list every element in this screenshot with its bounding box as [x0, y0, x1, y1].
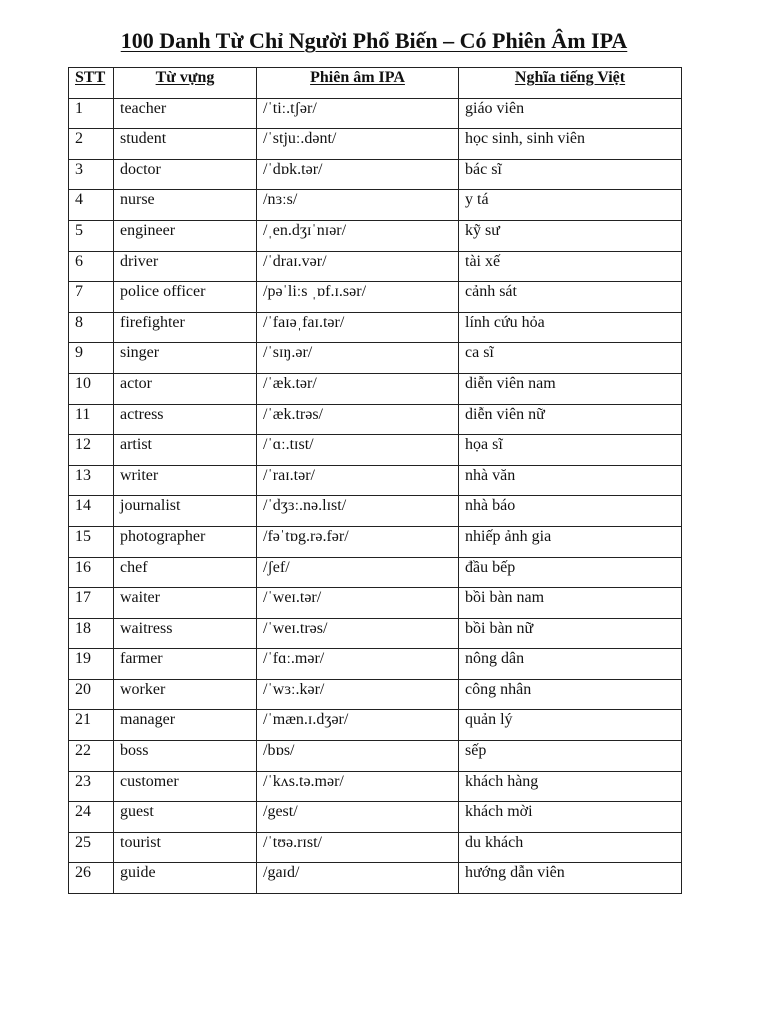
table-row: [69, 159, 682, 190]
table-row: [69, 220, 682, 251]
cell-stt: 18: [69, 618, 114, 649]
cell-word: doctor: [114, 159, 257, 190]
cell-word: teacher: [114, 98, 257, 129]
table-row: [69, 129, 682, 160]
cell-word: actress: [114, 404, 257, 435]
table-row: [69, 832, 682, 863]
cell-ipa: /ˈdʒɜː.nə.lɪst/: [257, 496, 459, 527]
cell-ipa: /gaɪd/: [257, 863, 459, 894]
cell-ipa: /gest/: [257, 802, 459, 833]
cell-ipa: /ˈtiː.tʃər/: [257, 98, 459, 129]
cell-meaning: nhà văn: [459, 465, 682, 496]
table-body: [69, 98, 682, 893]
table-row: [69, 496, 682, 527]
cell-word: guest: [114, 802, 257, 833]
cell-word: artist: [114, 435, 257, 466]
cell-stt: 23: [69, 771, 114, 802]
table-row: [69, 435, 682, 466]
table-row: [69, 771, 682, 802]
cell-meaning: khách hàng: [459, 771, 682, 802]
table-row: [69, 802, 682, 833]
cell-stt: 8: [69, 312, 114, 343]
cell-word: journalist: [114, 496, 257, 527]
cell-meaning: y tá: [459, 190, 682, 221]
cell-word: waiter: [114, 588, 257, 619]
cell-stt: 3: [69, 159, 114, 190]
cell-word: worker: [114, 679, 257, 710]
cell-meaning: đầu bếp: [459, 557, 682, 588]
cell-meaning: công nhân: [459, 679, 682, 710]
table-row: [69, 863, 682, 894]
table-row: [69, 526, 682, 557]
cell-ipa: /ˈfɑː.mər/: [257, 649, 459, 680]
cell-stt: 22: [69, 741, 114, 772]
table-row: [69, 251, 682, 282]
cell-stt: 4: [69, 190, 114, 221]
cell-meaning: hướng dẫn viên: [459, 863, 682, 894]
cell-stt: 5: [69, 220, 114, 251]
header-word: Từ vựng: [114, 68, 257, 99]
table-row: [69, 618, 682, 649]
vocabulary-table: [68, 67, 682, 894]
cell-ipa: /ˈdɒk.tər/: [257, 159, 459, 190]
cell-meaning: quản lý: [459, 710, 682, 741]
cell-stt: 20: [69, 679, 114, 710]
cell-meaning: nhiếp ảnh gia: [459, 526, 682, 557]
cell-ipa: /ˈsɪŋ.ər/: [257, 343, 459, 374]
table-row: [69, 465, 682, 496]
cell-word: student: [114, 129, 257, 160]
table-row: [69, 557, 682, 588]
cell-word: boss: [114, 741, 257, 772]
cell-meaning: học sinh, sinh viên: [459, 129, 682, 160]
cell-meaning: diễn viên nam: [459, 373, 682, 404]
cell-ipa: /ˈæk.tər/: [257, 373, 459, 404]
cell-ipa: /nɜːs/: [257, 190, 459, 221]
header-meaning: Nghĩa tiếng Việt: [459, 68, 682, 99]
cell-ipa: /ˈkʌs.tə.mər/: [257, 771, 459, 802]
cell-ipa: /ˈstjuː.dənt/: [257, 129, 459, 160]
cell-meaning: lính cứu hỏa: [459, 312, 682, 343]
cell-meaning: bồi bàn nữ: [459, 618, 682, 649]
cell-word: firefighter: [114, 312, 257, 343]
cell-ipa: /ˈɑː.tɪst/: [257, 435, 459, 466]
cell-meaning: tài xế: [459, 251, 682, 282]
cell-word: writer: [114, 465, 257, 496]
header-stt: STT: [69, 68, 114, 99]
cell-meaning: diễn viên nữ: [459, 404, 682, 435]
cell-meaning: cảnh sát: [459, 282, 682, 313]
table-row: [69, 649, 682, 680]
cell-meaning: bồi bàn nam: [459, 588, 682, 619]
cell-meaning: nông dân: [459, 649, 682, 680]
header-ipa: Phiên âm IPA: [257, 68, 459, 99]
table-row: [69, 312, 682, 343]
cell-stt: 7: [69, 282, 114, 313]
cell-ipa: /ˈweɪ.tər/: [257, 588, 459, 619]
cell-word: manager: [114, 710, 257, 741]
cell-ipa: /ˈraɪ.tər/: [257, 465, 459, 496]
cell-meaning: bác sĩ: [459, 159, 682, 190]
cell-word: engineer: [114, 220, 257, 251]
cell-stt: 15: [69, 526, 114, 557]
cell-word: customer: [114, 771, 257, 802]
table-row: [69, 98, 682, 129]
cell-meaning: sếp: [459, 741, 682, 772]
cell-ipa: /ˈfaɪəˌfaɪ.tər/: [257, 312, 459, 343]
cell-stt: 2: [69, 129, 114, 160]
document-title: 100 Danh Từ Chỉ Người Phổ Biến – Có Phiên Âm IPA: [120, 28, 628, 53]
table-row: [69, 741, 682, 772]
cell-stt: 21: [69, 710, 114, 741]
cell-word: nurse: [114, 190, 257, 221]
cell-meaning: khách mời: [459, 802, 682, 833]
cell-word: chef: [114, 557, 257, 588]
cell-stt: 17: [69, 588, 114, 619]
cell-ipa: /ˈwɜː.kər/: [257, 679, 459, 710]
table-row: [69, 282, 682, 313]
cell-ipa: /ˈæk.trəs/: [257, 404, 459, 435]
cell-meaning: họa sĩ: [459, 435, 682, 466]
cell-stt: 19: [69, 649, 114, 680]
cell-word: singer: [114, 343, 257, 374]
cell-word: photographer: [114, 526, 257, 557]
cell-word: farmer: [114, 649, 257, 680]
cell-stt: 26: [69, 863, 114, 894]
table-header-row: [69, 68, 682, 99]
cell-stt: 13: [69, 465, 114, 496]
cell-stt: 16: [69, 557, 114, 588]
cell-word: tourist: [114, 832, 257, 863]
cell-ipa: /ˈtʊə.rɪst/: [257, 832, 459, 863]
cell-stt: 25: [69, 832, 114, 863]
cell-meaning: giáo viên: [459, 98, 682, 129]
cell-stt: 1: [69, 98, 114, 129]
cell-ipa: /bɒs/: [257, 741, 459, 772]
cell-word: driver: [114, 251, 257, 282]
table-row: [69, 404, 682, 435]
table-row: [69, 190, 682, 221]
cell-ipa: /ˈmæn.ɪ.dʒər/: [257, 710, 459, 741]
cell-word: actor: [114, 373, 257, 404]
cell-word: guide: [114, 863, 257, 894]
table-row: [69, 343, 682, 374]
cell-stt: 14: [69, 496, 114, 527]
table-row: [69, 710, 682, 741]
cell-ipa: /ʃef/: [257, 557, 459, 588]
cell-word: police officer: [114, 282, 257, 313]
cell-ipa: /pəˈliːs ˌɒf.ɪ.sər/: [257, 282, 459, 313]
cell-word: waitress: [114, 618, 257, 649]
cell-stt: 24: [69, 802, 114, 833]
table-row: [69, 588, 682, 619]
cell-meaning: nhà báo: [459, 496, 682, 527]
table-row: [69, 373, 682, 404]
cell-stt: 11: [69, 404, 114, 435]
table-row: [69, 679, 682, 710]
cell-stt: 9: [69, 343, 114, 374]
cell-ipa: /ˈdraɪ.vər/: [257, 251, 459, 282]
cell-stt: 6: [69, 251, 114, 282]
cell-ipa: /fəˈtɒg.rə.fər/: [257, 526, 459, 557]
cell-stt: 10: [69, 373, 114, 404]
cell-stt: 12: [69, 435, 114, 466]
cell-ipa: /ˈweɪ.trəs/: [257, 618, 459, 649]
cell-ipa: /ˌen.dʒɪˈnɪər/: [257, 220, 459, 251]
cell-meaning: du khách: [459, 832, 682, 863]
cell-meaning: ca sĩ: [459, 343, 682, 374]
cell-meaning: kỹ sư: [459, 220, 682, 251]
